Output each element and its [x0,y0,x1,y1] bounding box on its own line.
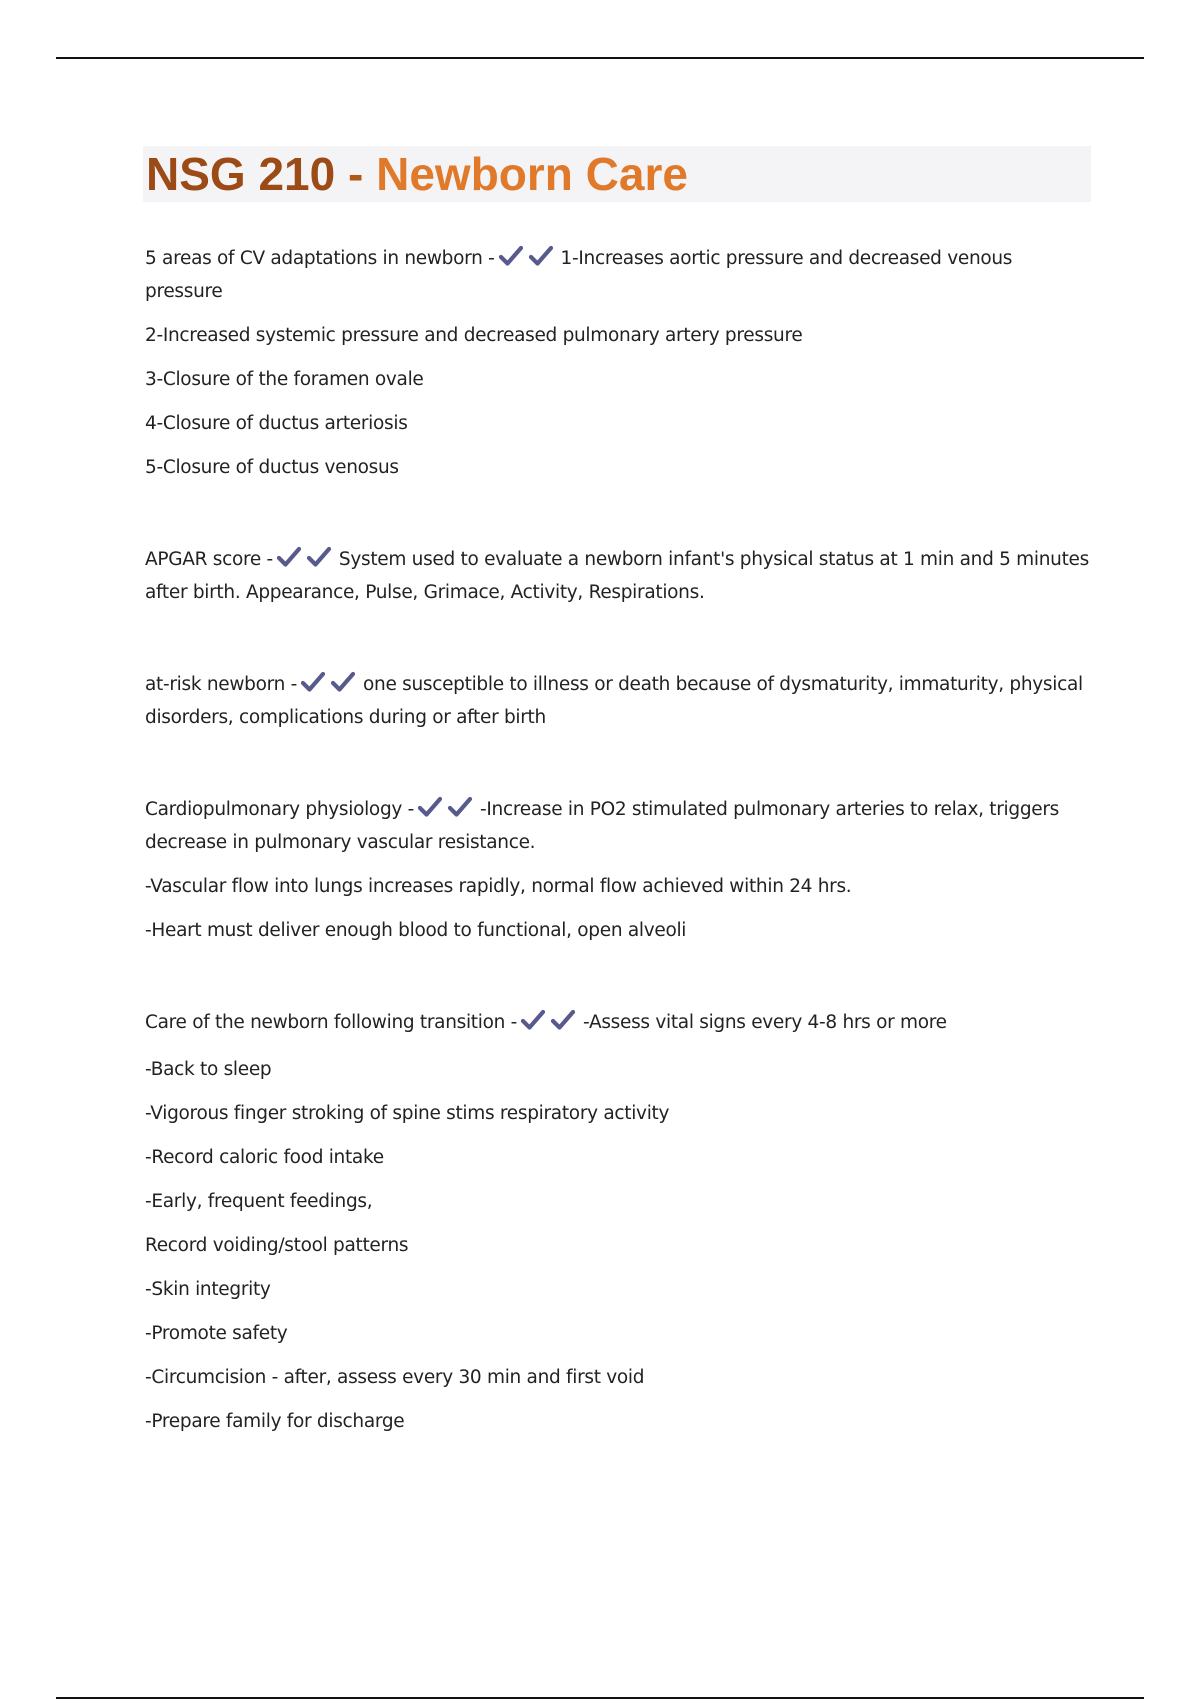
title-separator: - [348,148,364,200]
flashcard-definition: -Increase in PO2 stimulated pulmonary arteries to relax, triggers decrease in pulmonary vascular resistance. [145,799,1059,853]
flashcard-term: Cardiopulmonary physiology - [145,799,415,820]
checkmark-icon [300,671,326,693]
flashcard [145,244,1090,483]
checkmark-icon [330,671,356,693]
page-title [143,146,1091,202]
bottom-rule [56,1697,1144,1699]
checkmark-icon [520,1009,546,1031]
flashcard-definition-line: -Early, frequent feedings, [145,1191,373,1212]
title-course-code: NSG 210 [146,148,336,200]
flashcard-definition: one susceptible to illness or death because of dysmaturity, immaturity, physical disorders, complications during or after birth [145,674,1083,728]
title-topic: Newborn Care [376,148,688,200]
flashcard-definition-line: 5-Closure of ductus venosus [145,457,399,478]
flashcard-definition-line: -Back to sleep [145,1059,272,1080]
flashcard-first-line [145,545,1090,608]
flashcard-definition-line: -Vascular flow into lungs increases rapidly, normal flow achieved within 24 hrs. [145,876,852,897]
flashcard-definition-line: 4-Closure of ductus arteriosis [145,413,408,434]
flashcard-first-line [145,1008,1090,1041]
flashcard-definition-line: -Vigorous finger stroking of spine stims respiratory activity [145,1103,670,1124]
flashcard-definition-line: -Promote safety [145,1323,288,1344]
flashcard-definition-line: Record voiding/stool patterns [145,1235,409,1256]
flashcard-list [145,244,1090,1499]
flashcard [145,795,1090,946]
checkmarks [300,671,360,703]
checkmark-icon [276,546,302,568]
flashcard-definition-line: -Skin integrity [145,1279,271,1300]
flashcard [145,670,1090,733]
flashcard-first-line [145,795,1090,858]
flashcard-definition: System used to evaluate a newborn infant's physical status at 1 min and 5 minutes after birth. Appearance, Pulse, Grimace, Activity, Respirations. [145,549,1089,603]
checkmarks [276,546,336,578]
flashcard [145,545,1090,608]
flashcard-definition: -Assess vital signs every 4-8 hrs or more [583,1012,947,1033]
flashcard-term: at-risk newborn - [145,674,298,695]
checkmark-icon [528,245,554,267]
top-rule [56,57,1144,59]
flashcard-term: 5 areas of CV adaptations in newborn - [145,248,495,269]
checkmark-icon [417,796,443,818]
checkmark-icon [306,546,332,568]
flashcard-definition-line: -Heart must deliver enough blood to functional, open alveoli [145,920,687,941]
checkmarks [417,796,477,828]
flashcard-definition-line: -Circumcision - after, assess every 30 min and first void [145,1367,645,1388]
checkmarks [520,1009,580,1041]
checkmark-icon [447,796,473,818]
flashcard-term: Care of the newborn following transition - [145,1012,517,1033]
flashcard-definition-line: -Prepare family for discharge [145,1411,405,1432]
checkmark-icon [498,245,524,267]
checkmarks [498,245,558,277]
flashcard-term: APGAR score - [145,549,273,570]
flashcard-definition-line: 2-Increased systemic pressure and decreased pulmonary artery pressure [145,325,803,346]
flashcard-first-line [145,670,1090,733]
checkmark-icon [550,1009,576,1031]
flashcard-definition-line: -Record caloric food intake [145,1147,384,1168]
flashcard-definition: 1-Increases aortic pressure and decreased venous pressure [145,248,1013,302]
flashcard [145,1008,1090,1437]
flashcard-first-line [145,244,1090,307]
flashcard-definition-line: 3-Closure of the foramen ovale [145,369,424,390]
